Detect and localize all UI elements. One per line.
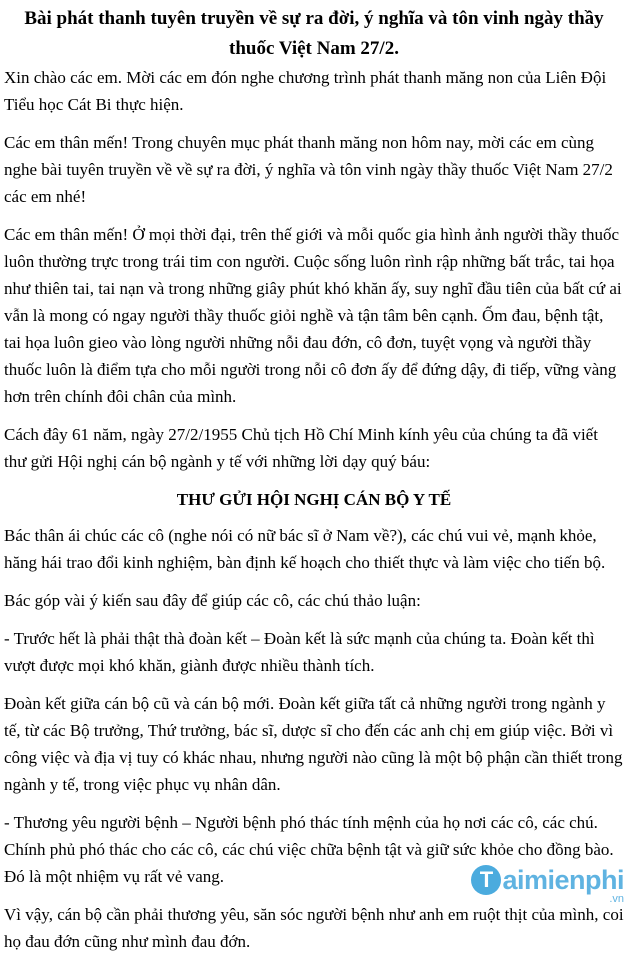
letter-paragraph: Đoàn kết giữa cán bộ cũ và cán bộ mới. Đoàn kết giữa tất cả những người trong ngành y tế, từ các Bộ trưởng, Thứ trưởng, bác sĩ, dược sĩ cho đến các anh chị em giúp việc. Bởi vì công việc và địa vị tuy có khác nhau, nhưng người nào cũng là một bộ phận cần thiết trong ngành y tế, trong việc phục vụ nhân dân. <box>4 694 623 794</box>
watermark-logo <box>471 865 624 905</box>
watermark-text: aimienphi <box>502 865 624 895</box>
paragraph-doctors: Các em thân mến! Ở mọi thời đại, trên thế giới và mỗi quốc gia hình ảnh người thầy thuốc luôn thường trực trong trái tim con người. Cuộc sống luôn rình rập những bất trắc, tai họa như thiên tai, tai nạn và trong những giây phút khó khăn ấy, suy nghĩ đầu tiên của bất cứ ai vẫn là mong có ngay người thầy thuốc giỏi nghề và tận tâm bên cạnh. Ốm đau, bệnh tật, tai họa luôn gieo vào lòng người những nỗi đau đớn, cô đơn, tuyệt vọng và người thầy thuốc luôn là điểm tựa cho mỗi người trong nỗi cô đơn ấy để đứng dậy, đi tiếp, vững vàng hơn trên chính đôi chân của mình. <box>4 225 622 406</box>
letter-paragraph: Vì vậy, cán bộ cần phải thương yêu, săn sóc người bệnh như anh em ruột thịt của mình, coi họ đau đớn cũng như mình đau đớn. <box>4 905 624 951</box>
watermark-badge-icon: T <box>471 865 501 895</box>
letter-paragraph: - Thương yêu người bệnh – Người bệnh phó thác tính mệnh của họ nơi các cô, các chú. Chính phủ phó thác cho các cô, các chú việc chữa bệnh tật và giữ sức khỏe cho đồng bào. Đó là một nhiệm vụ rất vẻ vang. <box>4 813 614 886</box>
document-title: Bài phát thanh tuyên truyền về sự ra đời, ý nghĩa và tôn vinh ngày thầy thuốc Việt Nam 27/2. <box>24 8 604 59</box>
paragraph-greeting: Xin chào các em. Mời các em đón nghe chương trình phát thanh măng non của Liên Đội Tiểu học Cát Bi thực hiện. <box>4 68 607 114</box>
watermark-suffix: .vn <box>609 893 624 905</box>
paragraph-intro: Các em thân mến! Trong chuyên mục phát thanh măng non hôm nay, mời các em cùng nghe bài tuyên truyền về về sự ra đời, ý nghĩa và tôn vinh ngày thầy thuốc Việt Nam 27/2 các em nhé! <box>4 133 613 206</box>
letter-paragraph: Bác góp vài ý kiến sau đây để giúp các cô, các chú thảo luận: <box>4 591 421 610</box>
letter-paragraph: Bác thân ái chúc các cô (nghe nói có nữ bác sĩ ở Nam về?), các chú vui vẻ, mạnh khỏe, hăng hái trao đổi kinh nghiệm, bàn định kế hoạch cho thiết thực và làm việc cho tiến bộ. <box>4 526 606 572</box>
paragraph-history: Cách đây 61 năm, ngày 27/2/1955 Chủ tịch Hồ Chí Minh kính yêu của chúng ta đã viết thư gửi Hội nghị cán bộ ngành y tế với những lời dạy quý báu: <box>4 425 598 471</box>
section-heading: THƯ GỬI HỘI NGHỊ CÁN BỘ Y TẾ <box>176 490 452 509</box>
letter-paragraph: - Trước hết là phải thật thà đoàn kết – Đoàn kết là sức mạnh của chúng ta. Đoàn kết thì vượt được mọi khó khăn, giành được nhiều thành tích. <box>4 629 595 675</box>
